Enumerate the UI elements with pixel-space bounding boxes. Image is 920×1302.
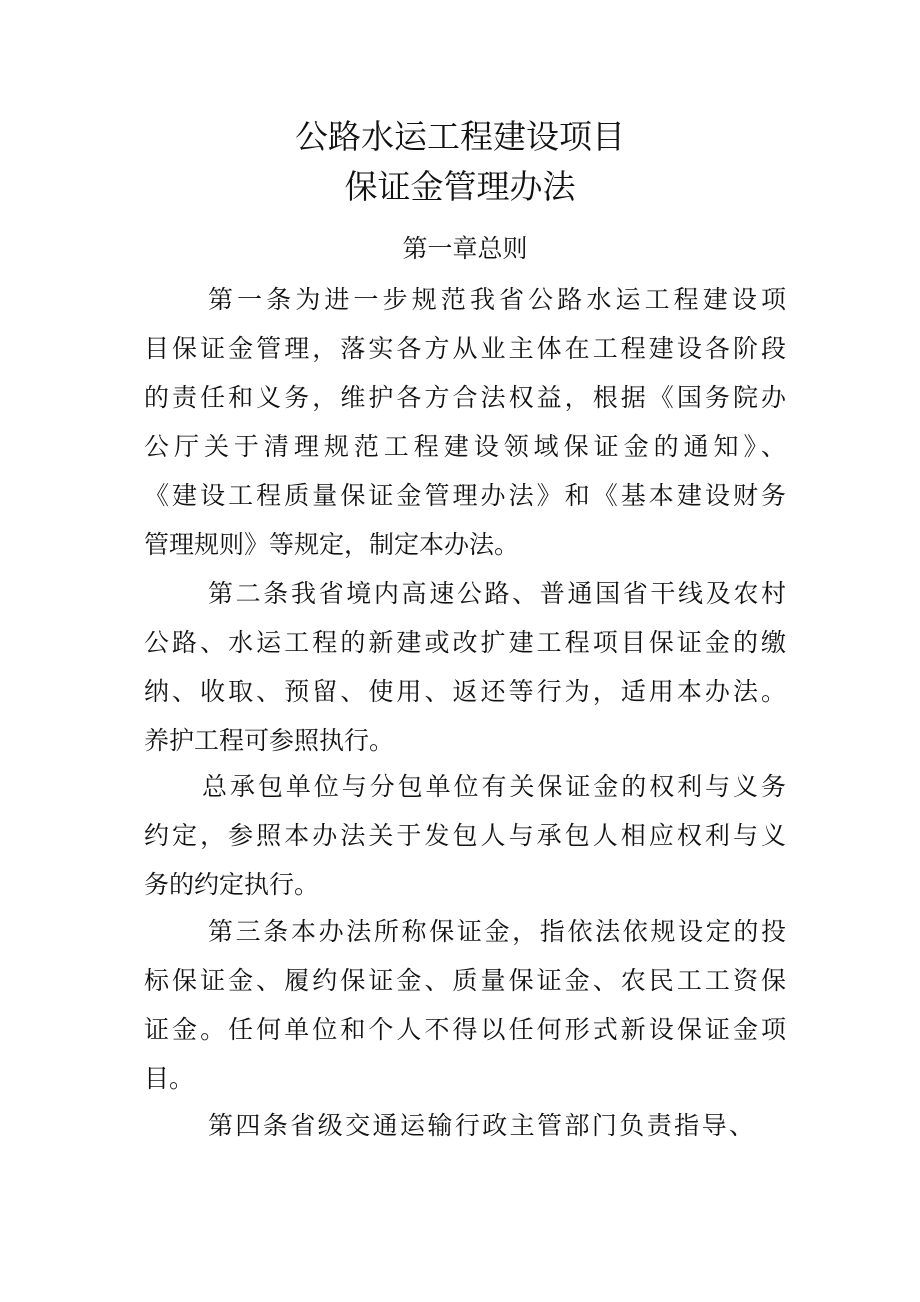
article-1-line-6: 管理规则》等规定，制定本办法。 bbox=[144, 530, 520, 559]
article-2-line-1: 第二条我省境内高速公路、普通国省干线及农村 bbox=[208, 579, 786, 608]
document-title-line-1: 公路水运工程建设项目 bbox=[295, 117, 625, 156]
article-2-line-3: 纳、收取、预留、使用、返还等行为，适用本办法。 bbox=[144, 677, 786, 706]
article-4-line-1: 第四条省级交通运输行政主管部门负责指导、 bbox=[208, 1111, 754, 1140]
article-1-line-5: 《建设工程质量保证金管理办法》和《基本建设财务 bbox=[144, 481, 786, 510]
document-title-line-2: 保证金管理办法 bbox=[344, 167, 576, 206]
article-1-line-1: 第一条为进一步规范我省公路水运工程建设项 bbox=[208, 285, 786, 314]
article-1-line-4: 公厅关于清理规范工程建设领域保证金的通知》、 bbox=[144, 432, 786, 461]
article-1-line-3: 的责任和义务，维护各方合法权益，根据《国务院办 bbox=[144, 383, 786, 412]
contract-paragraph-line-1: 总承包单位与分包单位有关保证金的权利与义务 bbox=[202, 772, 786, 801]
article-3-line-2: 标保证金、履约保证金、质量保证金、农民工工资保 bbox=[144, 966, 786, 995]
contract-paragraph-line-2: 约定，参照本办法关于发包人与承包人相应权利与义 bbox=[144, 821, 786, 850]
article-3-line-1: 第三条本办法所称保证金，指依法依规设定的投 bbox=[208, 917, 786, 946]
article-3-line-3: 证金。任何单位和个人不得以任何形式新设保证金项 bbox=[144, 1015, 786, 1044]
article-1-line-2: 目保证金管理，落实各方从业主体在工程建设各阶段 bbox=[144, 334, 786, 363]
contract-paragraph-line-3: 务的约定执行。 bbox=[144, 870, 320, 899]
article-2-line-4: 养护工程可参照执行。 bbox=[144, 726, 395, 755]
chapter-heading: 第一章总则 bbox=[402, 234, 528, 263]
article-3-line-4: 目。 bbox=[144, 1064, 195, 1093]
article-2-line-2: 公路、水运工程的新建或改扩建工程项目保证金的缴 bbox=[144, 628, 786, 657]
